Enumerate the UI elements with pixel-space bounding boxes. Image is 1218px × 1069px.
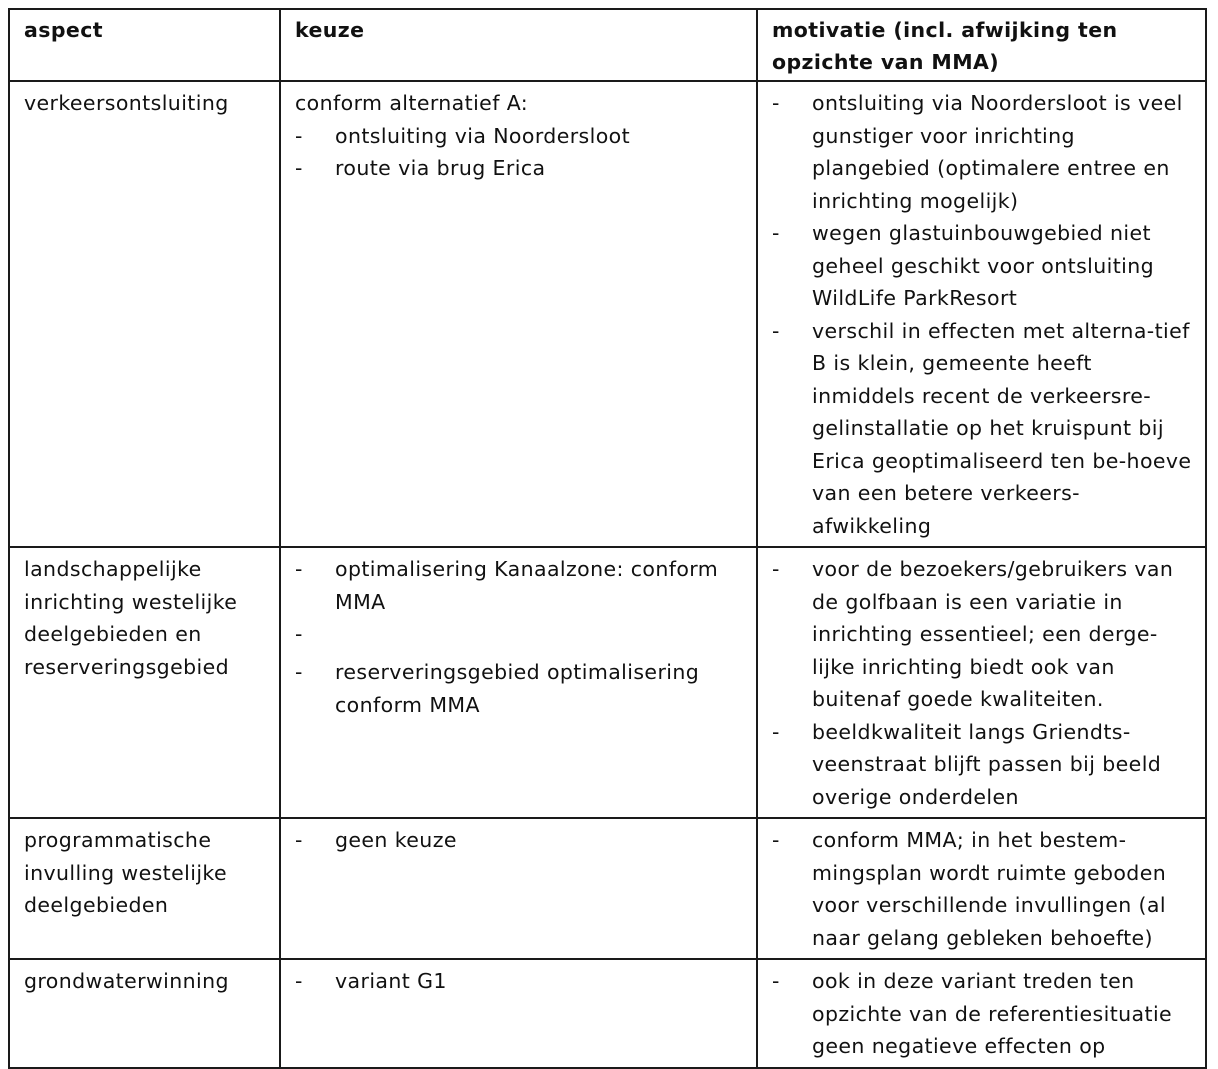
list-item: - ontsluiting via Noordersloot is veel gunstiger voor inrichting plangebied (optimalere entree en inrichting mogelijk) [772,87,1195,217]
keuze-list [295,553,746,721]
list-item: - reserveringsgebied optimalisering conform MMA [295,656,746,721]
aspect-label: landschappelijke inrichting westelijke deelgebieden en reserveringsgebied [24,557,238,679]
list-item: - verschil in effecten met alterna-tief B is klein, gemeente heeft inmiddels recent de verkeersre-gelinstallatie op het kruispunt bij Erica geoptimaliseerd ten be-hoeve van een betere verkeers-afwikkeling [772,315,1195,543]
list-item: - variant G1 [295,965,746,998]
list-item: - geen keuze [295,824,746,857]
keuze-cell [280,547,757,818]
motivatie-list [772,553,1195,813]
list-item: - voor de bezoekers/gebruikers van de golfbaan is een variatie in inrichting essentieel; een derge-lijke inrichting biedt ook van buitenaf goede kwaliteiten. [772,553,1195,716]
aspect-cell [9,818,280,959]
motivatie-cell [757,81,1206,547]
keuze-list [295,120,746,185]
decision-table [8,8,1207,1069]
aspect-cell [9,81,280,547]
list-spacer [295,618,746,656]
keuze-cell [280,959,757,1068]
keuze-list [295,824,746,857]
table-row [9,818,1206,959]
motivatie-list [772,965,1195,1063]
list-item: - route via brug Erica [295,152,746,185]
aspect-cell [9,959,280,1068]
header-keuze: keuze [280,9,757,81]
table-row [9,81,1206,547]
header-aspect: aspect [9,9,280,81]
aspect-cell [9,547,280,818]
list-item: - conform MMA; in het bestem-mingsplan wordt ruimte geboden voor verschillende invullingen (al naar gelang gebleken behoefte) [772,824,1195,954]
list-item: - beeldkwaliteit langs Griendts-veenstraat blijft passen bij beeld overige onderdelen [772,716,1195,814]
table-row [9,959,1206,1068]
keuze-list [295,965,746,998]
motivatie-list [772,87,1195,542]
aspect-label: grondwaterwinning [24,969,229,993]
keuze-cell [280,81,757,547]
header-row [9,9,1206,81]
list-item: - ook in deze variant treden ten opzichte van de referentiesituatie geen negatieve effecten op [772,965,1195,1063]
aspect-label: programmatische invulling westelijke deelgebieden [24,828,227,917]
list-item: - optimalisering Kanaalzone: conform MMA [295,553,746,618]
list-item: - ontsluiting via Noordersloot [295,120,746,153]
motivatie-cell [757,547,1206,818]
list-item: - wegen glastuinbouwgebied niet geheel geschikt voor ontsluiting WildLife ParkResort [772,217,1195,315]
header-motivatie: motivatie (incl. afwijking ten opzichte van MMA) [757,9,1206,81]
keuze-cell [280,818,757,959]
aspect-label: verkeersontsluiting [24,91,229,115]
keuze-intro: conform alternatief A: [295,91,529,115]
motivatie-cell [757,959,1206,1068]
table-row [9,547,1206,818]
motivatie-cell [757,818,1206,959]
motivatie-list [772,824,1195,954]
